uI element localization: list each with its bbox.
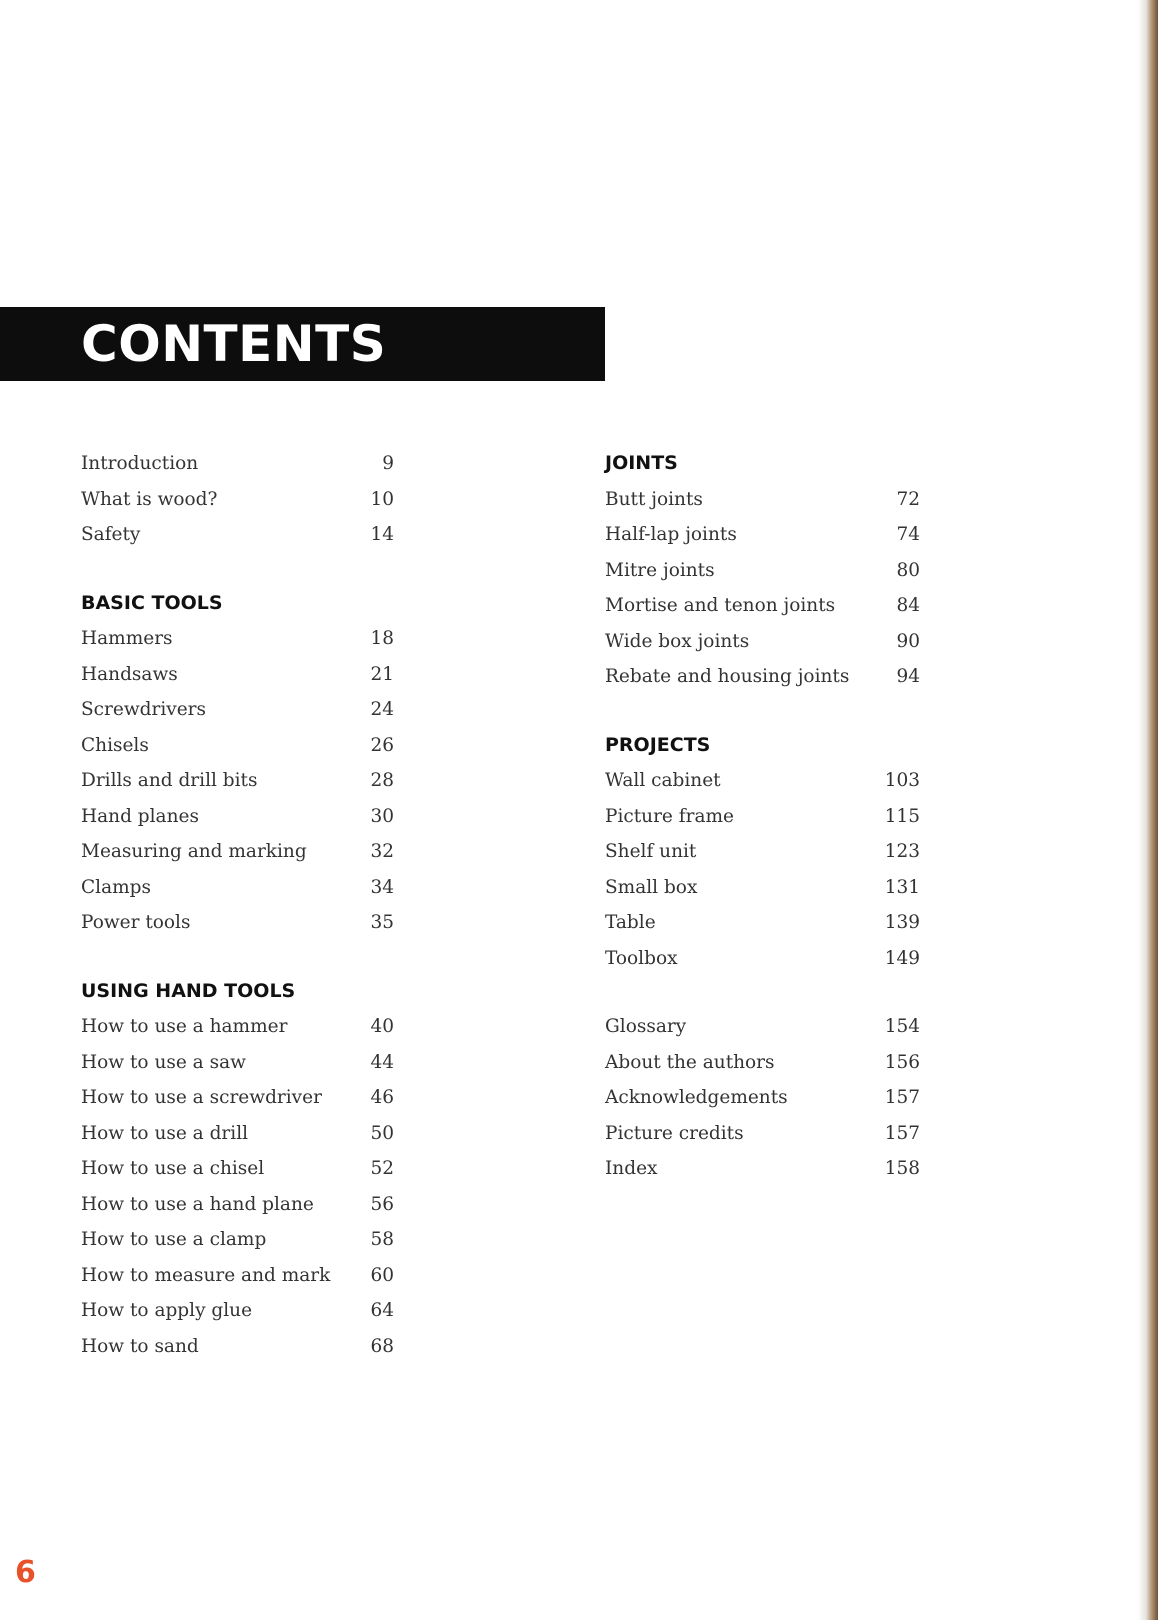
entry-page: 26 <box>370 734 394 756</box>
section-gap <box>605 976 920 1009</box>
toc-entry[interactable] <box>605 1080 920 1116</box>
entry-title: Drills and drill bits <box>81 770 258 791</box>
folio-page-number: 6 <box>15 1555 36 1590</box>
toc-entry[interactable] <box>605 553 920 589</box>
entry-title: Rebate and housing joints <box>605 666 850 687</box>
entry-title: Wide box joints <box>605 630 750 652</box>
entry-title: Picture credits <box>605 1122 744 1144</box>
entry-page: 72 <box>896 488 920 510</box>
toc-entry[interactable] <box>605 834 920 870</box>
entry-page: 115 <box>884 805 920 827</box>
toc-entry[interactable] <box>81 763 394 799</box>
toc-entry[interactable] <box>81 1045 394 1081</box>
entry-page: 10 <box>370 488 394 510</box>
entry-title: How to use a clamp <box>81 1229 267 1250</box>
entry-title: How to sand <box>81 1335 199 1357</box>
toc-entry[interactable] <box>81 728 394 764</box>
toc-entry[interactable] <box>81 1009 394 1045</box>
entry-page: 154 <box>884 1016 920 1037</box>
section-heading-joints: JOINTS <box>605 452 678 474</box>
entry-page: 9 <box>382 453 394 474</box>
entry-title: Index <box>605 1158 658 1179</box>
entry-page: 18 <box>370 628 394 649</box>
toc-entry[interactable] <box>81 834 394 870</box>
toc-entry[interactable] <box>81 1293 394 1329</box>
entry-page: 28 <box>370 770 394 791</box>
entry-page: 64 <box>370 1300 394 1321</box>
toc-entry[interactable] <box>81 1080 394 1116</box>
entry-page: 90 <box>896 630 920 652</box>
entry-title: Hammers <box>81 628 173 649</box>
entry-title: Table <box>605 912 656 933</box>
entry-title: Mortise and tenon joints <box>605 595 836 616</box>
toc-entry[interactable] <box>81 1116 394 1152</box>
entry-title: How to use a hammer <box>81 1016 288 1037</box>
entry-page: 14 <box>370 524 394 545</box>
entry-page: 58 <box>370 1229 394 1250</box>
toc-left-column <box>81 446 394 1364</box>
entry-page: 68 <box>370 1335 394 1357</box>
toc-entry[interactable] <box>605 624 920 660</box>
entry-page: 60 <box>370 1264 394 1286</box>
toc-entry[interactable] <box>605 1151 920 1187</box>
entry-page: 84 <box>896 595 920 616</box>
entry-page: 157 <box>884 1087 920 1108</box>
entry-title: Picture frame <box>605 805 734 827</box>
entry-title: Hand planes <box>81 805 199 827</box>
entry-page: 46 <box>370 1087 394 1108</box>
toc-entry[interactable] <box>605 763 920 799</box>
toc-entry[interactable] <box>81 1222 394 1258</box>
entry-title: How to use a hand plane <box>81 1193 314 1215</box>
entry-title: Acknowledgements <box>605 1087 788 1108</box>
entry-title: Power tools <box>81 912 191 933</box>
entry-page: 158 <box>884 1158 920 1179</box>
entry-page: 30 <box>370 805 394 827</box>
toc-entry[interactable] <box>81 657 394 693</box>
entry-title: How to use a saw <box>81 1051 246 1073</box>
toc-entry[interactable] <box>81 517 394 553</box>
toc-entry[interactable] <box>605 941 920 977</box>
entry-title: Shelf unit <box>605 841 697 862</box>
entry-title: Toolbox <box>605 947 678 969</box>
entry-page: 50 <box>370 1122 394 1144</box>
entry-page: 21 <box>370 663 394 685</box>
entry-title: How to use a drill <box>81 1122 249 1144</box>
entry-page: 94 <box>896 666 920 687</box>
entry-title: Half-lap joints <box>605 524 737 545</box>
entry-title: Screwdrivers <box>81 699 207 720</box>
toc-entry[interactable] <box>605 482 920 518</box>
toc-entry[interactable] <box>81 482 394 518</box>
toc-entry[interactable] <box>605 517 920 553</box>
entry-page: 156 <box>884 1051 920 1073</box>
toc-entry[interactable] <box>81 1151 394 1187</box>
entry-page: 40 <box>370 1016 394 1037</box>
entry-title: Mitre joints <box>605 559 715 581</box>
entry-title: Measuring and marking <box>81 841 307 862</box>
entry-page: 56 <box>370 1193 394 1215</box>
toc-entry[interactable] <box>605 799 920 835</box>
entry-title: Butt joints <box>605 488 703 510</box>
section-gap <box>605 695 920 728</box>
page-edge <box>1146 0 1158 1620</box>
entry-title: How to use a screwdriver <box>81 1087 322 1108</box>
entry-title: About the authors <box>605 1051 775 1073</box>
entry-page: 74 <box>896 524 920 545</box>
entry-page: 35 <box>370 912 394 933</box>
entry-title: What is wood? <box>81 488 218 510</box>
entry-title: Introduction <box>81 453 199 474</box>
toc-entry[interactable] <box>81 621 394 657</box>
entry-title: How to use a chisel <box>81 1158 265 1179</box>
toc-entry[interactable] <box>605 588 920 624</box>
page-gutter-shadow <box>1138 0 1146 1620</box>
toc-right-column <box>605 446 920 1187</box>
toc-entry[interactable] <box>81 799 394 835</box>
toc-entry[interactable] <box>605 1009 920 1045</box>
entry-title: How to apply glue <box>81 1300 253 1321</box>
toc-entry[interactable] <box>605 905 920 941</box>
page-title: CONTENTS <box>81 315 387 373</box>
entry-page: 32 <box>370 841 394 862</box>
entry-page: 103 <box>884 770 920 791</box>
section-heading-basic-tools: BASIC TOOLS <box>81 591 223 614</box>
toc-entry[interactable] <box>605 1116 920 1152</box>
entry-title: Small box <box>605 876 698 898</box>
entry-page: 131 <box>884 876 920 898</box>
entry-page: 52 <box>370 1158 394 1179</box>
entry-page: 44 <box>370 1051 394 1073</box>
toc-entry[interactable] <box>81 446 394 482</box>
entry-title: Wall cabinet <box>605 770 721 791</box>
entry-title: Chisels <box>81 734 149 756</box>
entry-page: 24 <box>370 699 394 720</box>
toc-entry[interactable] <box>81 1329 394 1365</box>
toc-entry[interactable] <box>605 870 920 906</box>
entry-page: 34 <box>370 876 394 898</box>
section-heading-using-hand-tools: USING HAND TOOLS <box>81 979 296 1002</box>
section-heading-projects: PROJECTS <box>605 733 711 756</box>
section-gap <box>81 553 394 586</box>
toc-entry[interactable] <box>81 1258 394 1294</box>
entry-title: Glossary <box>605 1016 687 1037</box>
toc-entry[interactable] <box>81 905 394 941</box>
entry-page: 157 <box>884 1122 920 1144</box>
entry-title: Safety <box>81 524 141 545</box>
toc-entry[interactable] <box>81 870 394 906</box>
entry-title: Handsaws <box>81 663 178 685</box>
entry-page: 80 <box>896 559 920 581</box>
toc-entry[interactable] <box>605 659 920 695</box>
toc-entry[interactable] <box>81 1187 394 1223</box>
entry-title: Clamps <box>81 876 151 898</box>
entry-title: How to measure and mark <box>81 1264 331 1286</box>
entry-page: 149 <box>884 947 920 969</box>
toc-entry[interactable] <box>605 1045 920 1081</box>
section-gap <box>81 941 394 974</box>
entry-page: 123 <box>884 841 920 862</box>
toc-entry[interactable] <box>81 692 394 728</box>
entry-page: 139 <box>884 912 920 933</box>
